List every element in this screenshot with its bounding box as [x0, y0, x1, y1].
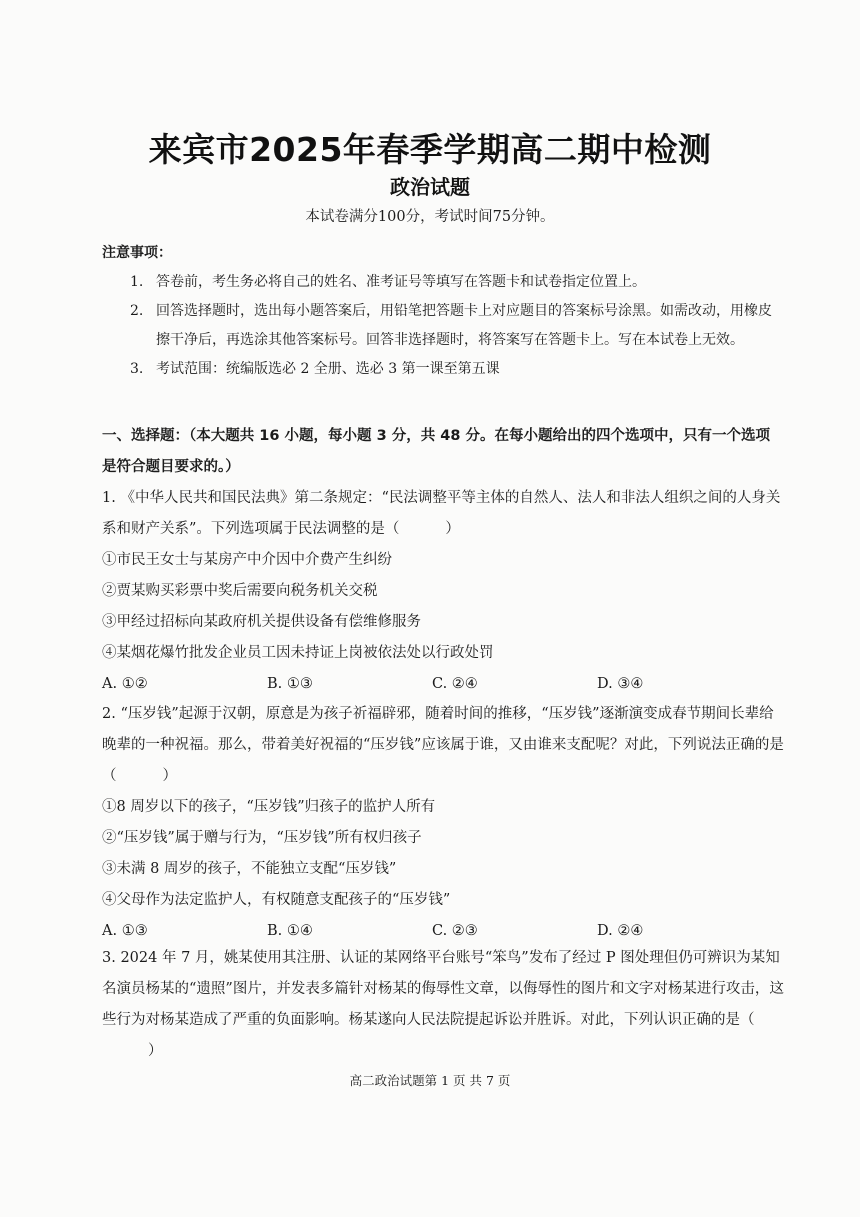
page-footer: 高二政治试题第 1 页 共 7 页 [349, 1073, 511, 1088]
notice-item-number: 2. [130, 303, 144, 319]
statement-item: ②贾某购买彩票中奖后需要向税务机关交税 [102, 583, 378, 599]
notice-item-number: 3. [130, 361, 144, 377]
section-instructions: （本大题共 16 小题，每小题 3 分，共 48 分。在每小题给出的四个选项中，只有一个选项是符合题目要求的。） [102, 428, 770, 475]
option-c: C. ②④ [432, 676, 478, 692]
notice-item [130, 268, 780, 297]
exam-title: 来宾市2025年春季学期高二期中检测 [148, 130, 712, 169]
statement-item: ④某烟花爆竹批发企业员工因未持证上岗被依法处以行政处罚 [102, 645, 494, 661]
notice-item-text: 答卷前，考生务必将自己的姓名、准考证号等填写在答题卡和试卷指定位置上。 [156, 274, 646, 290]
statement-item: ①市民王女士与某房产中介因中介费产生纠纷 [102, 552, 392, 568]
section-heading [102, 421, 782, 483]
notice-heading: 注意事项： [102, 245, 172, 261]
notice-item [130, 297, 780, 355]
question-stem: 2. “压岁钱”起源于汉朝，原意是为孩子祈福辟邪，随着时间的推移，“压岁钱”逐渐演变成春节期间长辈给晚辈的一种祝福。那么，带着美好祝福的“压岁钱”应该属于谁，又由谁来支配呢？对此，下列说法正确的是（ ） [102, 706, 784, 784]
statement-item: ①8 周岁以下的孩子，“压岁钱”归孩子的监护人所有 [102, 799, 436, 815]
exam-subtitle: 政治试题 [390, 175, 470, 199]
notice-list [130, 268, 780, 384]
question-1 [102, 483, 784, 700]
notice-item-number: 1. [130, 274, 144, 290]
statement-item: ③甲经过招标向某政府机关提供设备有偿维修服务 [102, 614, 421, 630]
option-a: A. ①② [102, 676, 148, 692]
question-2 [102, 699, 784, 947]
exam-meta: 本试卷满分100分，考试时间75分钟。 [305, 209, 555, 225]
question-stem: 3. 2024 年 7 月，姚某使用其注册、认证的某网络平台账号“笨鸟”发布了经过 P 图处理但仍可辨识为某知名演员杨某的“遗照”图片，并发表多篇针对杨某的侮辱性文章，以侮辱性的图片和文字对杨某进行攻击，这些行为对杨某造成了严重的负面影响。杨某遂向人民法院提起诉讼并胜诉。对此，下列认识正确的是（） [102, 950, 784, 1059]
option-b: B. ①④ [267, 923, 313, 939]
statement-item: ④父母作为法定监护人，有权随意支配孩子的“压岁钱” [102, 892, 451, 908]
option-c: C. ②③ [432, 923, 478, 939]
option-d: D. ②④ [597, 923, 644, 939]
option-b: B. ①③ [267, 676, 313, 692]
notice-item [130, 355, 780, 384]
notice-item-text: 考试范围：统编版选必 2 全册、选必 3 第一课至第五课 [156, 361, 500, 377]
option-a: A. ①③ [102, 923, 148, 939]
answer-options [102, 669, 784, 700]
question-stem: 1. 《中华人民共和国民法典》第二条规定：“民法调整平等主体的自然人、法人和非法人组织之间的人身关系和财产关系”。下列选项属于民法调整的是（ ） [102, 490, 781, 537]
option-d: D. ③④ [597, 676, 644, 692]
statement-item: ③未满 8 周岁的孩子，不能独立支配“压岁钱” [102, 861, 397, 877]
section-label: 一、选择题： [102, 428, 189, 444]
notice-item-text: 回答选择题时，选出每小题答案后，用铅笔把答题卡上对应题目的答案标号涂黑。如需改动，用橡皮擦干净后，再选涂其他答案标号。回答非选择题时，将答案写在答题卡上。写在本试卷上无效。 [156, 303, 772, 348]
statement-item: ②“压岁钱”属于赠与行为，“压岁钱”所有权归孩子 [102, 830, 422, 846]
question-3 [102, 943, 784, 1067]
